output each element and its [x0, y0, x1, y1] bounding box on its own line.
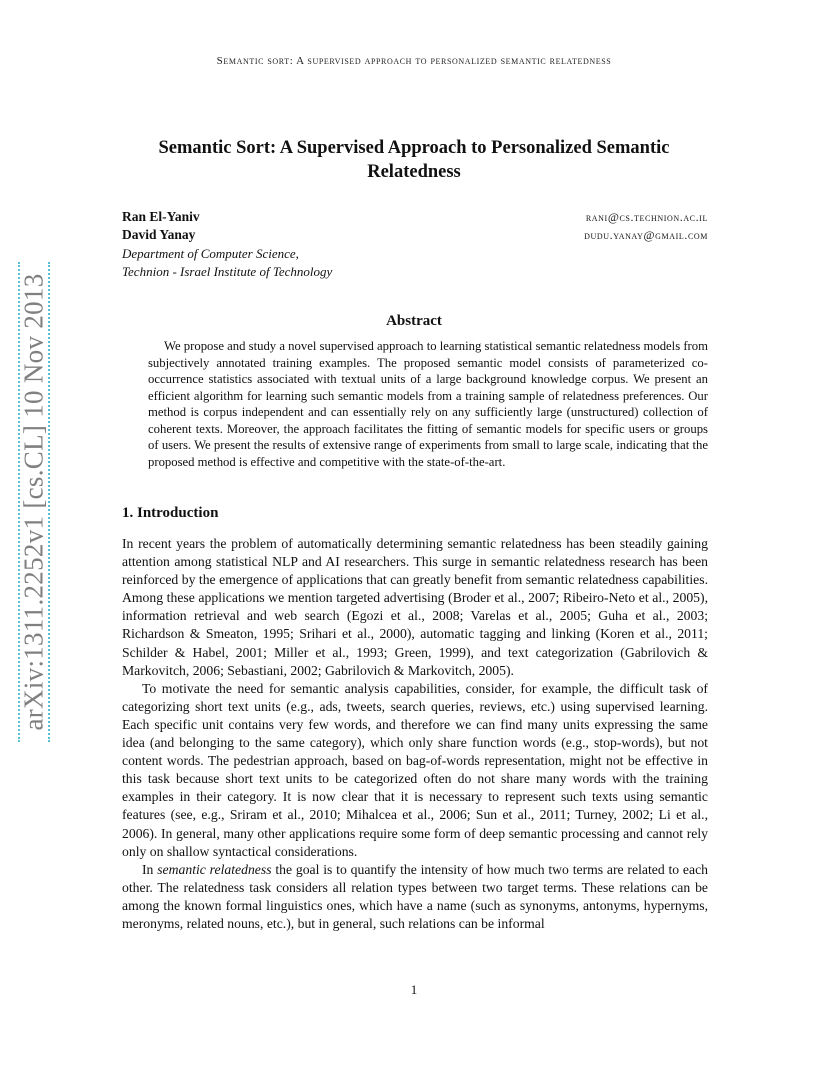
abstract-text: We propose and study a novel supervised approach to learning statistical semantic relatedness models from subjectively annotated training examples. The proposed semantic model consists of parameterized co-occurrence statistics associated with textual units of a large background knowledge corpus. We present an efficient algorithm for learning such semantic models from a training sample of relatedness preferences. Our method is corpus independent and can essentially rely on any sufficiently large (unstructured) collection of coherent texts. Moreover, the approach facilitates the fitting of semantic models for specific users or groups of users. We present the results of extensive range of experiments from small to large scale, indicating that the proposed method is effective and competitive with the state-of-the-art.	[148, 339, 708, 469]
author-name: Ran El-Yaniv	[122, 209, 200, 224]
affiliation-line-2: Technion - Israel Institute of Technology	[122, 264, 333, 279]
affiliation-line-1: Department of Computer Science,	[122, 246, 299, 261]
arxiv-stamp-text: arXiv:1311.2252v1 [cs.CL] 10 Nov 2013	[18, 273, 49, 731]
paragraph-3-emphasis: semantic relatedness	[157, 861, 272, 877]
paper-title: Semantic Sort: A Supervised Approach to Personalized Semantic Relatedness	[158, 138, 670, 182]
author-row-1	[122, 209, 708, 227]
author-row-2	[122, 227, 708, 245]
running-head: Semantic sort: A supervised approach to personalized semantic relatedness	[216, 55, 612, 67]
page-number: 1	[410, 982, 418, 997]
paragraph-2: To motivate the need for semantic analysis capabilities, consider, for example, the difficult task of categorizing short text units (e.g., ads, tweets, search queries, reviews, etc.) using supervised learning. Each specific unit contains very few words, and therefore we can find many units expressing the same idea (and belonging to the same category), which only share function words (e.g., stop-words), but not content words. The pedestrian approach, based on bag-of-words representation, might not be effective in this task because short text units to be categorized often do not share many words with the training examples in their category. It is now clear that it is necessary to represent such texts using semantic features (see, e.g., Sriram et al., 2010; Mihalcea et al., 2006; Sun et al., 2011; Turney, 2002; Li et al., 2006). In general, many other applications require some form of deep semantic processing and cannot rely only on shallow syntactical considerations.	[122, 680, 708, 859]
section-body	[122, 535, 708, 933]
author-name: David Yanay	[122, 227, 196, 242]
arxiv-stamp	[10, 262, 58, 742]
author-email: rani@cs.technion.ac.il	[585, 210, 708, 224]
paragraph-3-rest: the goal is to quantify the intensity of how much two terms are related to each other. The relatedness task considers all relation types between two target terms. These relations can be among the known formal linguistics ones, which have a name (such as synonyms, antonyms, hypernyms, meronyms, related nouns, etc.), but in general, such relations can be informal	[122, 861, 708, 931]
section-heading: 1. Introduction	[122, 505, 219, 521]
paragraph-3	[122, 861, 708, 933]
paragraph-1: In recent years the problem of automatically determining semantic relatedness has been steadily gaining attention among statistical NLP and AI researchers. This surge in semantic relatedness research has been reinforced by the emergence of applications that can greatly benefit from semantic relatedness capabilities. Among these applications we mention targeted advertising (Broder et al., 2007; Ribeiro-Neto et al., 2005), information retrieval and web search (Egozi et al., 2008; Varelas et al., 2005; Guha et al., 2003; Richardson & Smeaton, 1995; Srihari et al., 2000), automatic tagging and linking (Koren et al., 2011; Schilder & Habel, 2001; Miller et al., 1993; Green, 1999), and text categorization (Gabrilovich & Markovitch, 2006; Sebastiani, 2002; Gabrilovich & Markovitch, 2005).	[122, 536, 708, 678]
paragraph-3-lead: In	[142, 861, 158, 877]
abstract-heading: Abstract	[386, 313, 442, 329]
author-email: dudu.yanay@gmail.com	[584, 228, 708, 242]
